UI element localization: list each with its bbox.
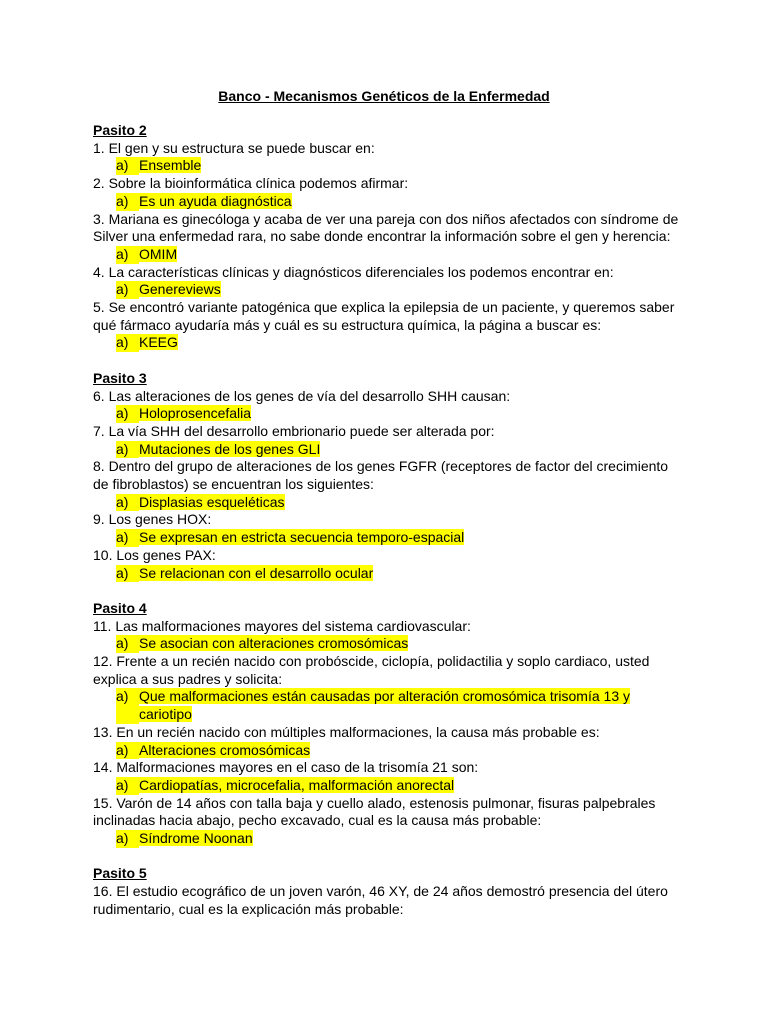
section-2 xyxy=(93,370,683,582)
question-text: 3. Mariana es ginecóloga y acaba de ver una pareja con dos niños afectados con síndrome de Silver una enfermedad rara, no sabe donde encontrar la información sobre el gen y herencia: xyxy=(93,210,679,245)
answer-letter: a) xyxy=(116,157,139,175)
question-text: 8. Dentro del grupo de alteraciones de los genes FGFR (receptores de factor del crecimiento de fibroblastos) se encuentran los siguientes: xyxy=(93,458,669,493)
answer-text-highlighted: Que malformaciones están causadas por alteración cromosómica trisomía 13 y cariotipo xyxy=(139,688,630,723)
answer-option xyxy=(93,334,683,352)
document-title: Banco - Mecanismos Genéticos de la Enfermedad xyxy=(218,88,550,104)
question-text: 9. Los genes HOX: xyxy=(93,511,212,528)
answer-text-highlighted: Holoprosencefalia xyxy=(139,405,252,422)
section-3 xyxy=(93,600,683,848)
document-body xyxy=(93,122,683,936)
section-4 xyxy=(93,865,683,918)
answer-option xyxy=(93,246,683,264)
answer-text-highlighted: Genereviews xyxy=(139,281,221,298)
answer-letter: a) xyxy=(116,529,139,547)
answer-text-highlighted: Se expresan en estricta secuencia temporo-espacial xyxy=(139,529,465,546)
answer-letter: a) xyxy=(116,193,139,211)
answer-text-highlighted: KEEG xyxy=(139,334,178,351)
answer-text-highlighted: Se relacionan con el desarrollo ocular xyxy=(139,564,374,581)
question-text: 15. Varón de 14 años con talla baja y cuello alado, estenosis pulmonar, fisuras palpebrales inclinadas hacia abajo, pecho excavado, cual es la causa más probable: xyxy=(93,794,656,829)
answer-letter: a) xyxy=(116,830,139,848)
question-text: 6. Las alteraciones de los genes de vía del desarrollo SHH causan: xyxy=(93,387,511,404)
answer-letter: a) xyxy=(116,777,139,795)
answer-letter: a) xyxy=(116,246,139,264)
answer-option xyxy=(93,193,683,211)
answer-text-highlighted: Se asocian con alteraciones cromosómicas xyxy=(139,635,409,652)
answer-text-highlighted: Alteraciones cromosómicas xyxy=(139,741,311,758)
answer-text-highlighted: Displasias esqueléticas xyxy=(139,493,285,510)
question-text: 14. Malformaciones mayores en el caso de la trisomía 21 son: xyxy=(93,759,479,776)
answer-option xyxy=(93,688,683,723)
answer-letter: a) xyxy=(116,441,139,459)
answer-letter: a) xyxy=(116,742,139,760)
answer-option xyxy=(93,635,683,653)
question-text: 2. Sobre la bioinformática clínica podemos afirmar: xyxy=(93,175,409,192)
question-text: 7. La vía SHH del desarrollo embrionario puede ser alterada por: xyxy=(93,422,495,439)
answer-letter: a) xyxy=(116,635,139,653)
answer-option xyxy=(93,441,683,459)
answer-letter: a) xyxy=(116,281,139,299)
question-text: 4. La características clínicas y diagnósticos diferenciales los podemos encontrar en: xyxy=(93,263,614,280)
section-title: Pasito 5 xyxy=(93,865,147,882)
answer-letter: a) xyxy=(116,334,139,352)
answer-option xyxy=(93,777,683,795)
answer-text-highlighted: OMIM xyxy=(139,245,178,262)
answer-option xyxy=(93,157,683,175)
question-text: 12. Frente a un recién nacido con probóscide, ciclopía, polidactilia y soplo cardiaco, usted explica a sus padres y solicita: xyxy=(93,653,650,687)
answer-option xyxy=(93,565,683,583)
section-title: Pasito 4 xyxy=(93,599,147,616)
answer-option xyxy=(93,742,683,760)
section-1 xyxy=(93,122,683,352)
answer-letter: a) xyxy=(116,688,139,723)
answer-option xyxy=(93,830,683,848)
answer-letter: a) xyxy=(116,565,139,583)
question-text: 16. El estudio ecográfico de un joven varón, 46 XY, de 24 años demostró presencia del útero rudimentario, cual es la explicación más probable: xyxy=(93,883,668,917)
question-text: 13. En un recién nacido con múltiples malformaciones, la causa más probable es: xyxy=(93,723,600,740)
answer-option xyxy=(93,494,683,512)
answer-text-highlighted: Ensemble xyxy=(139,157,202,174)
answer-text-highlighted: Es un ayuda diagnóstica xyxy=(139,192,292,209)
answer-text-highlighted: Mutaciones de los genes GLI xyxy=(139,440,321,457)
question-text: 1. El gen y su estructura se puede buscar en: xyxy=(93,139,375,156)
section-title: Pasito 3 xyxy=(93,369,147,386)
answer-option xyxy=(93,529,683,547)
question-text: 11. Las malformaciones mayores del sistema cardiovascular: xyxy=(93,617,471,634)
answer-letter: a) xyxy=(116,405,139,423)
question-text: 5. Se encontró variante patogénica que explica la epilepsia de un paciente, y queremos saber qué fármaco ayudaría más y cuál es su estructura química, la página a buscar es: xyxy=(93,299,675,333)
answer-option xyxy=(93,405,683,423)
answer-option xyxy=(93,281,683,299)
answer-text-highlighted: Síndrome Noonan xyxy=(139,830,253,847)
question-text: 10. Los genes PAX: xyxy=(93,546,216,563)
answer-text-highlighted: Cardiopatías, microcefalia, malformación anorectal xyxy=(139,776,455,793)
answer-letter: a) xyxy=(116,494,139,512)
section-title: Pasito 2 xyxy=(93,122,147,138)
